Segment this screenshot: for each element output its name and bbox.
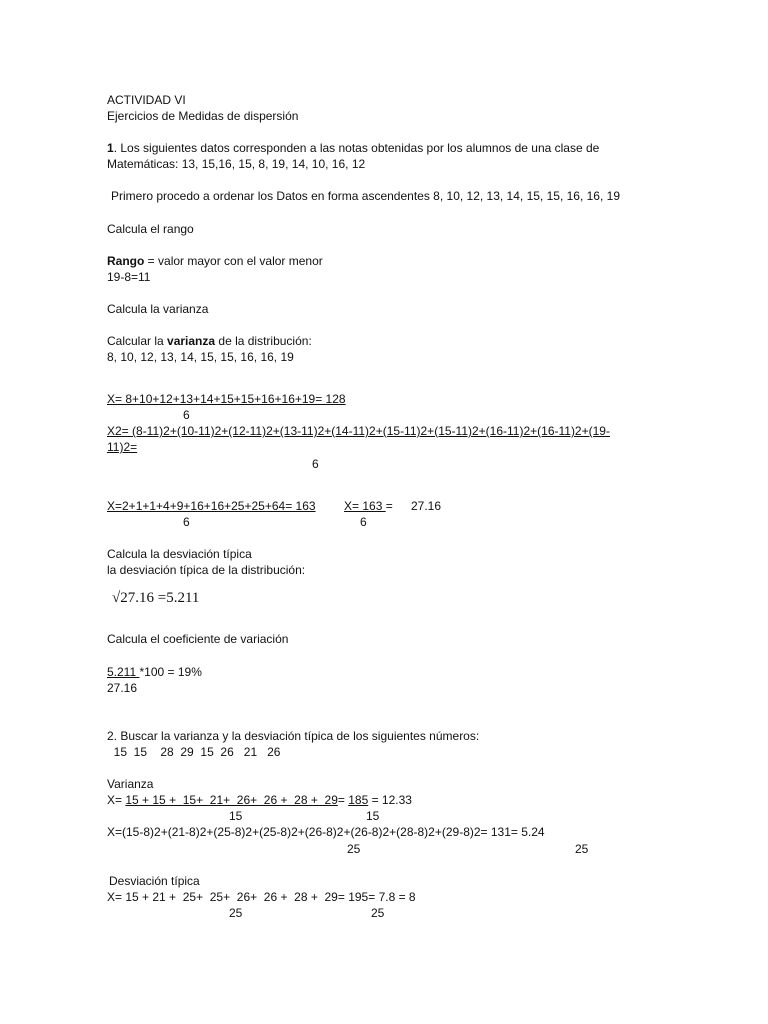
- cv-denominator: 27.16: [107, 681, 138, 695]
- sorted-data: 8, 10, 12, 13, 14, 15, 15, 16, 16, 19: [107, 350, 294, 364]
- range-task: Calcula el rango: [107, 222, 194, 236]
- ex2-squares-line: X=(15-8)2+(21-8)2+(25-8)2+(25-8)2+(26-8)2+(26-8)2+(28-8)2+(29-8)2= 131= 5.24: [107, 825, 545, 839]
- squares-line-1: X2= (8-11)2+(10-11)2+(12-11)2+(13-11)2+(14-11)2+(15-11)2+(15-11)2+(16-11)2+(16-11)2+(19-: [107, 424, 610, 438]
- mean-denominator: 6: [183, 408, 190, 422]
- std-dev-formula: √27.16 =5.211: [112, 590, 200, 606]
- range-calculation: 19-8=11: [107, 270, 151, 284]
- variance-value: 27.16: [411, 499, 442, 513]
- sum-of-squares: X=2+1+1+4+9+16+16+25+25+64= 163: [107, 499, 316, 513]
- std-dev-label: Desviación típica: [109, 874, 200, 888]
- variance-fraction: X= 163 =: [344, 499, 393, 513]
- ex2-mean-line: X= 15 + 15 + 15+ 21+ 26+ 26 + 28 + 29= 185 = 12.33: [107, 793, 412, 807]
- cv-numerator: 5.211 *100 = 19%: [107, 665, 202, 679]
- variance-denominator: 6: [360, 515, 367, 529]
- document-subtitle: Ejercicios de Medidas de dispersión: [107, 109, 299, 123]
- std-dev-intro: la desviación típica de la distribución:: [107, 563, 306, 577]
- document-title: ACTIVIDAD VI: [107, 93, 186, 107]
- exercise-1-data: Matemáticas: 13, 15,16, 15, 8, 19, 14, 10, 16, 12: [107, 157, 366, 171]
- ex2-squares-denominator: 25: [347, 842, 361, 856]
- ex2-std-dev-line: X= 15 + 21 + 25+ 25+ 26+ 26 + 28 + 29= 195= 7.8 = 8: [107, 890, 416, 904]
- ex2-squares-denominator: 25: [575, 842, 589, 856]
- ex2-mean-denominator: 15: [366, 809, 380, 823]
- exercise-2-statement: 2. Buscar la varianza y la desviación típica de los siguientes números:: [107, 729, 480, 743]
- mean-numerator: X= 8+10+12+13+14+15+15+16+16+19= 128: [107, 392, 346, 406]
- variance-task: Calcula la varianza: [107, 302, 209, 316]
- exercise-2-numbers: 15 15 28 29 15 26 21 26: [107, 745, 281, 759]
- ex2-std-dev-denominator: 25: [229, 906, 243, 920]
- exercise-1-statement: 1. Los siguientes datos corresponden a las notas obtenidas por los alumnos de una clase de: [107, 141, 600, 155]
- variance-label: Varianza: [107, 777, 154, 791]
- range-definition: Rango = valor mayor con el valor menor: [107, 254, 323, 268]
- ex2-std-dev-denominator: 25: [371, 906, 385, 920]
- ordered-data-line: Primero procedo a ordenar los Datos en forma ascendentes 8, 10, 12, 13, 14, 15, 15, 16, 16, 19: [111, 189, 620, 203]
- squares-denominator: 6: [312, 457, 319, 471]
- cv-task: Calcula el coeficiente de variación: [107, 632, 289, 646]
- std-dev-task: Calcula la desviación típica: [107, 547, 252, 561]
- variance-intro: Calcular la varianza de la distribución:: [107, 334, 312, 348]
- ex2-mean-denominator: 15: [229, 809, 243, 823]
- exercise-number: 1: [107, 141, 114, 155]
- sum-of-squares-denominator: 6: [183, 515, 190, 529]
- squares-line-2: 11)2=: [107, 440, 138, 454]
